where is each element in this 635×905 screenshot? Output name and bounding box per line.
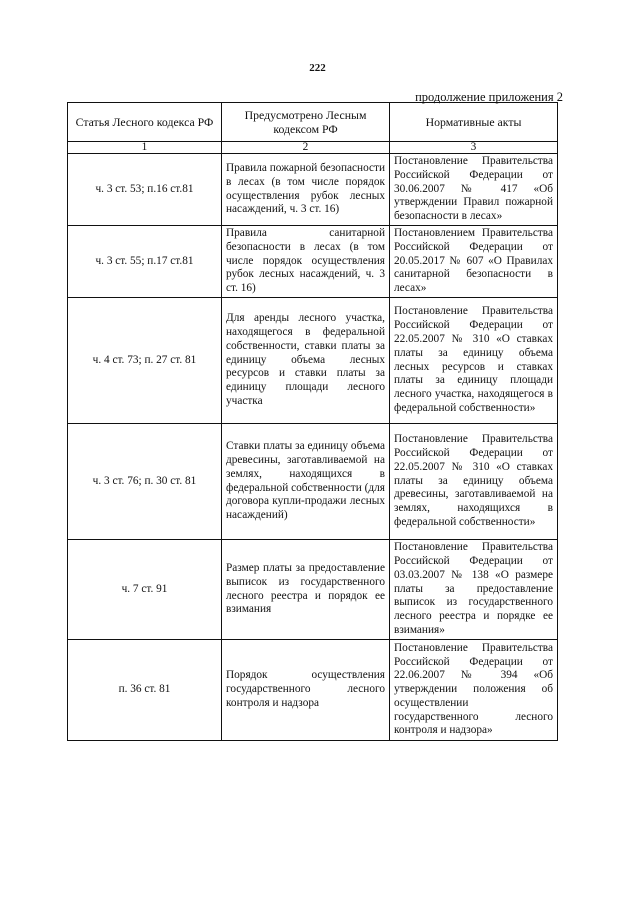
- header-acts: Нормативные акты: [390, 103, 558, 142]
- provision-cell: Правила пожарной безопасности в лесах (в том числе порядок осуществления рубок лесных насаждений, ч. 3 ст. 16): [222, 154, 390, 226]
- header-provision: Предусмотрено Лесным кодексом РФ: [222, 103, 390, 142]
- provision-cell: Порядок осуществления государственного лесного контроля и надзора: [222, 640, 390, 741]
- table-row: [68, 540, 558, 640]
- column-number: 2: [222, 142, 390, 154]
- act-cell: Постановление Правительства Российской Федерации от 22.06.2007 № 394 «Об утверждении положения об осуществлении государственного лесного контроля и надзора»: [390, 640, 558, 741]
- article-cell: ч. 3 ст. 76; п. 30 ст. 81: [68, 424, 222, 540]
- act-cell: Постановление Правительства Российской Федерации от 22.05.2007 № 310 «О ставках платы за единицу объема древесины, заготавливаемой на землях, находящихся в федеральной собственности»: [390, 424, 558, 540]
- article-cell: ч. 4 ст. 73; п. 27 ст. 81: [68, 298, 222, 424]
- table-row: [68, 154, 558, 226]
- act-cell: Постановление Правительства Российской Федерации от 30.06.2007 № 417 «Об утверждении Правил пожарной безопасности в лесах»: [390, 154, 558, 226]
- table-row: [68, 424, 558, 540]
- act-cell: Постановление Правительства Российской Федерации от 22.05.2007 № 310 «О ставках платы за единицу объема лесных ресурсов и ставках платы за единицу площади лесного участка, находящегося в федеральной собственности»: [390, 298, 558, 424]
- column-number: 1: [68, 142, 222, 154]
- provision-cell: Для аренды лесного участка, находящегося в федеральной собственности, ставки платы за единицу объема лесных ресурсов и ставки платы за единицу площади лесного участка: [222, 298, 390, 424]
- article-cell: п. 36 ст. 81: [68, 640, 222, 741]
- column-number-row: [68, 142, 558, 154]
- act-cell: Постановление Правительства Российской Федерации от 03.03.2007 № 138 «О размере платы за предоставление выписок из государственного лесного реестра и порядке ее взимания»: [390, 540, 558, 640]
- provision-cell: Правила санитарной безопасности в лесах (в том числе порядок осуществления рубок лесных насаждений, ч. 3 ст. 16): [222, 226, 390, 298]
- page-number: 222: [309, 62, 326, 74]
- article-cell: ч. 3 ст. 55; п.17 ст.81: [68, 226, 222, 298]
- normative-acts-table: [67, 102, 558, 741]
- article-cell: ч. 3 ст. 53; п.16 ст.81: [68, 154, 222, 226]
- provision-cell: Ставки платы за единицу объема древесины, заготавливаемой на землях, находящихся в федеральной собственности (для договора купли-продажи лесных насаждений): [222, 424, 390, 540]
- continuation-note: продолжение приложения 2: [415, 90, 563, 104]
- provision-cell: Размер платы за предоставление выписок из государственного лесного реестра и порядок ее взимания: [222, 540, 390, 640]
- table-row: [68, 640, 558, 741]
- act-cell: Постановлением Правительства Российской Федерации от 20.05.2017 № 607 «О Правилах санитарной безопасности в лесах»: [390, 226, 558, 298]
- table-header-row: [68, 103, 558, 142]
- article-cell: ч. 7 ст. 91: [68, 540, 222, 640]
- table-row: [68, 298, 558, 424]
- column-number: 3: [390, 142, 558, 154]
- header-article: Статья Лесного кодекса РФ: [68, 103, 222, 142]
- table-row: [68, 226, 558, 298]
